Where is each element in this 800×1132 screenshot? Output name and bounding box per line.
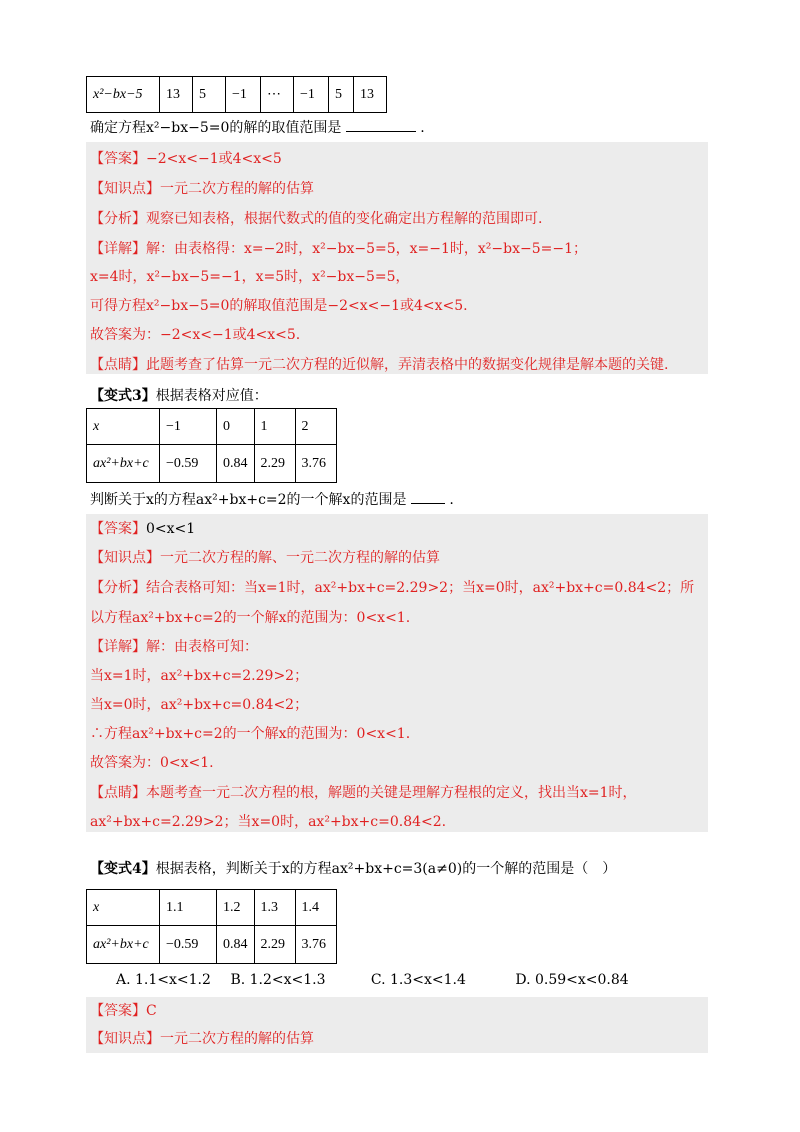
question-text: 确定方程x²−bx−5=0的解的取值范围是 [90,120,342,136]
answer-tag: 【答案】 [90,1003,146,1019]
comment-tag: 【点睛】 [90,357,146,373]
table-cell: 0 [217,409,255,445]
variant-text: 根据表格对应值： [155,388,268,404]
answer-blank [346,117,416,132]
table-cell: 1 [254,409,295,445]
question-1 [90,115,425,141]
table-cell: 3.76 [295,926,336,964]
period: . [420,120,425,136]
comment-tag: 【点睛】 [90,785,146,801]
table-cell: 1.1 [160,890,217,926]
detail-tag: 【详解】 [90,241,146,257]
detail-line: ∴方程ax²+bx+c=2的一个解x的范围为：0<x<1. [90,726,411,742]
detail-text: 解：由表格可知： [146,639,258,655]
knowledge-line [90,545,440,571]
table-cell: −1 [294,77,329,113]
answer-text: C [146,1003,157,1019]
table-cell: x²−bx−5 [87,77,160,113]
detail-line: 可得方程x²−bx−5=0的解取值范围是−2<x<−1或4<x<5. [90,298,468,314]
detail-line: 故答案为：−2<x<−1或4<x<5. [90,327,301,343]
table-cell: 13 [160,77,193,113]
table-row [87,409,337,445]
answer-line [90,998,157,1024]
detail-text: 解：由表格得：x=−2时，x²−bx−5=5，x=−1时，x²−bx−5=−1； [146,241,587,257]
analysis-line: 以方程ax²+bx+c=2的一个解x的范围为：0<x<1. [90,610,411,626]
table-cell: 3.76 [295,445,336,483]
question-3 [90,487,454,513]
detail-line: x=4时，x²−bx−5=−1，x=5时，x²−bx−5=5， [90,269,410,285]
answer-text: 0<x<1 [146,521,196,537]
table-cell: 1.3 [254,890,295,926]
variant-4-heading [90,856,616,882]
table-row [87,890,337,926]
knowledge-tag: 【知识点】 [90,1031,160,1047]
answer-tag: 【答案】 [90,151,146,167]
analysis-tag: 【分析】 [90,580,146,596]
comment-line [90,352,668,378]
variant-tag: 【变式3】 [90,388,156,404]
analysis-line [90,206,542,232]
answer-line [90,516,195,542]
option-c: C. 1.3<x<1.4 [370,972,466,988]
option-b: B. 1.2<x<1.3 [230,972,326,988]
table-cell: 2 [295,409,336,445]
detail-tag: 【详解】 [90,639,146,655]
period: . [449,492,454,508]
variant-tag: 【变式4】 [90,861,156,877]
answer-text: −2<x<−1或4<x<5 [146,151,282,167]
table-cell: 1.4 [295,890,336,926]
comment-line: ax²+bx+c=2.29>2；当x=0时，ax²+bx+c=0.84<2. [90,814,447,830]
table-cell: ⋯ [261,77,294,113]
table-row [87,926,337,964]
answer-line [90,146,282,172]
knowledge-text: 一元二次方程的解的估算 [160,1031,314,1047]
table-cell: x [87,409,160,445]
knowledge-text: 一元二次方程的解、一元二次方程的解的估算 [160,550,440,566]
knowledge-line [90,1026,314,1052]
table-cell: x [87,890,160,926]
analysis-text: 观察已知表格，根据代数式的值的变化确定出方程解的范围即可. [146,211,543,227]
table-cell: 1.2 [217,890,255,926]
table-cell: −0.59 [160,445,217,483]
options-row [116,967,629,993]
table-cell: 0.84 [217,445,255,483]
table-cell: −1 [160,409,217,445]
knowledge-tag: 【知识点】 [90,550,160,566]
detail-line [90,634,258,660]
comment-line [90,780,637,806]
knowledge-text: 一元二次方程的解的估算 [160,181,314,197]
detail-line [90,236,587,262]
detail-line: 当x=1时，ax²+bx+c=2.29>2； [90,668,309,684]
knowledge-tag: 【知识点】 [90,181,160,197]
table-cell: ax²+bx+c [87,445,160,483]
analysis-line [90,575,694,601]
table-3 [86,408,337,483]
option-d: D. 0.59<x<0.84 [515,972,629,988]
analysis-tag: 【分析】 [90,211,146,227]
analysis-text: 结合表格可知：当x=1时，ax²+bx+c=2.29>2；当x=0时，ax²+bx+c=0.84<2；所 [146,580,695,596]
table-1 [86,76,387,113]
knowledge-line [90,176,314,202]
table-cell: −0.59 [160,926,217,964]
table-cell: ax²+bx+c [87,926,160,964]
table-cell: 5 [193,77,226,113]
table-cell: 5 [329,77,354,113]
table-cell: 2.29 [254,926,295,964]
variant-3-heading [90,383,268,409]
comment-text: 此题考查了估算一元二次方程的近似解，弄清表格中的数据变化规律是解本题的关键. [146,357,669,373]
table-4 [86,889,337,964]
variant-text: 根据表格，判断关于x的方程ax²+bx+c=3(a≠0)的一个解的范围是（ ） [155,861,617,877]
table-cell: 0.84 [217,926,255,964]
table-cell: 2.29 [254,445,295,483]
option-a: A. 1.1<x<1.2 [116,972,211,988]
question-text: 判断关于x的方程ax²+bx+c=2的一个解x的范围是 [90,492,407,508]
table-row [87,77,387,113]
answer-tag: 【答案】 [90,521,146,537]
table-cell: 13 [354,77,387,113]
table-cell: −1 [226,77,261,113]
detail-line: 故答案为：0<x<1. [90,755,214,771]
table-row [87,445,337,483]
answer-blank [411,489,445,504]
comment-text: 本题考查一元二次方程的根，解题的关键是理解方程根的定义，找出当x=1时， [146,785,637,801]
detail-line: 当x=0时，ax²+bx+c=0.84<2； [90,697,309,713]
